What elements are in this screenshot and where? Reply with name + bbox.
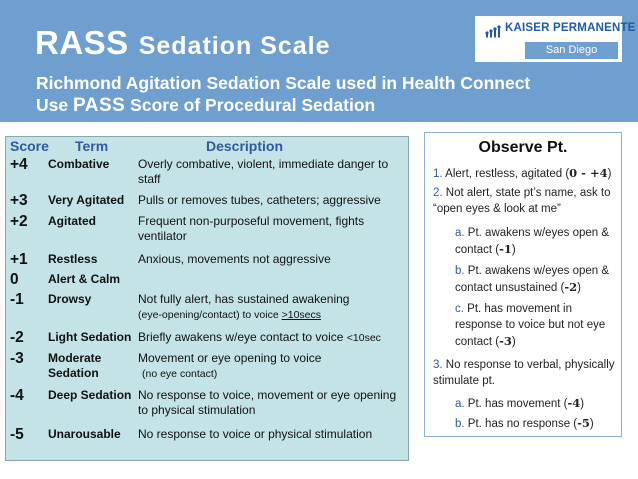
step-text: Pt. has movement in response to voice but not eye contact ( [455,303,606,348]
observe-step-2a [455,225,619,258]
term-label [48,351,140,381]
term-label: Drowsy [48,292,92,306]
step-letter: a. [455,398,465,410]
page-title [35,24,331,62]
table-row [6,387,408,421]
observe-step-2b [455,263,619,296]
description-note: <10sec [346,332,381,344]
table-row [6,156,408,190]
step-close: ) [580,398,585,410]
rass-table [5,136,409,461]
term-label: Unarousable [48,427,121,441]
header-banner [0,0,638,122]
score-value: +3 [10,192,28,209]
term-label: Light Sedation [48,330,132,344]
step-text: Pt. awakens w/eyes open & contact ( [455,227,610,256]
observe-step-2c [455,301,619,350]
description-main: Briefly awakens w/eye contact to voice [138,330,347,344]
col-description-header: Description [206,138,284,154]
description-text: Overly combative, violent, immediate danger to staff [138,157,389,186]
description-text [138,292,406,323]
col-score-header: Score [10,138,49,154]
step-letter: c. [455,303,464,315]
table-row [6,251,408,271]
term-label: Restless [48,252,98,266]
term-label: Agitated [48,214,96,228]
title-rass: RASS [35,24,129,61]
step-letter: a. [455,227,465,239]
page-subtitle [36,72,530,117]
observe-step-1 [433,165,619,182]
step-letter: b. [455,418,465,430]
score-value: +4 [10,156,28,173]
score-value: -2 [10,329,24,346]
score-value: -5 [10,426,24,443]
description-main: Not fully alert, has sustained awakening [138,292,350,306]
table-row [6,329,408,349]
description-text: No response to voice or physical stimulation [138,427,373,441]
observe-title: Observe Pt. [478,139,568,156]
table-row [6,271,408,291]
table-header [6,137,408,156]
description-note [138,309,321,321]
term-label: Combative [48,157,110,171]
step-text: Alert, restless, agitated ( [445,168,570,180]
step-close: ) [511,244,516,256]
description-text: Anxious, movements not aggressive [138,252,331,266]
term-label: Deep Sedation [48,388,132,402]
score-value: +1 [10,251,28,268]
step-text: Pt. has movement ( [467,398,568,410]
description-text: Frequent non-purposeful movement, fights ventilator [138,214,365,243]
observe-step-3 [433,357,619,389]
description-text [138,351,406,382]
step-score: -4 [567,396,581,410]
col-term-header: Term [75,138,109,154]
title-sedation-scale: Sedation Scale [138,32,331,60]
step-number: 3. [433,359,443,371]
observe-panel [424,132,622,437]
term-label: Alert & Calm [48,272,121,286]
step-score: -3 [499,334,512,348]
step-text: Not alert, state pt’s name, ask to “open eyes & look at me” [433,187,611,215]
score-value: -3 [10,350,24,367]
step-score: -5 [577,416,590,430]
step-close: ) [607,168,612,180]
step-letter: b. [455,265,465,277]
subtitle-line-2 [36,94,530,117]
description-note: (no eye contact) [142,368,218,380]
term-line-1: Moderate [48,351,102,365]
score-value: -4 [10,387,24,404]
description-main: Movement or eye opening to voice [138,351,322,365]
step-score: 0 - +4 [569,166,608,180]
observe-step-3a [455,395,619,412]
table-row [6,192,408,212]
description-note-prefix: (eye-opening/contact) to voice [138,309,282,321]
table-row [6,426,408,446]
subtitle-use: Use [36,95,73,115]
description-text: No response to voice, movement or eye opening to physical stimulation [138,388,397,417]
table-row [6,291,408,327]
score-value: +2 [10,213,28,230]
step-number: 1. [433,168,443,180]
step-score: -1 [499,242,512,256]
table-row [6,213,408,247]
term-line-2: Sedation [48,366,99,380]
step-number: 2. [433,187,443,199]
subtitle-line-1: Richmond Agitation Sedation Scale used in Health Connect [36,73,531,93]
table-row [6,350,408,384]
step-text: Pt. has no response ( [467,418,578,430]
step-text: Pt. awakens w/eyes open & contact unsustained ( [455,265,610,294]
description-text: Pulls or removes tubes, catheters; aggressive [138,193,381,207]
step-close: ) [589,418,594,430]
step-close: ) [577,282,581,294]
step-close: ) [511,336,516,348]
step-score: -2 [564,280,578,294]
logo-region-badge [525,42,618,59]
subtitle-pass: PASS [72,95,126,116]
kaiser-logo [475,16,636,62]
term-label: Very Agitated [48,193,125,207]
description-note-threshold: >10secs [281,309,321,321]
observe-step-2 [433,185,619,217]
logo-text: KAISER PERMANENTE [505,22,636,34]
logo-region-text: San Diego [545,44,598,56]
description-text [138,330,406,346]
observe-step-3b [455,415,619,432]
subtitle-suffix: Score of Procedural Sedation [125,95,376,115]
step-text: No response to verbal, physically stimulate pt. [433,359,615,387]
score-value: -1 [10,291,24,308]
score-value: 0 [10,271,19,288]
kaiser-logo-mark-icon [484,20,502,38]
